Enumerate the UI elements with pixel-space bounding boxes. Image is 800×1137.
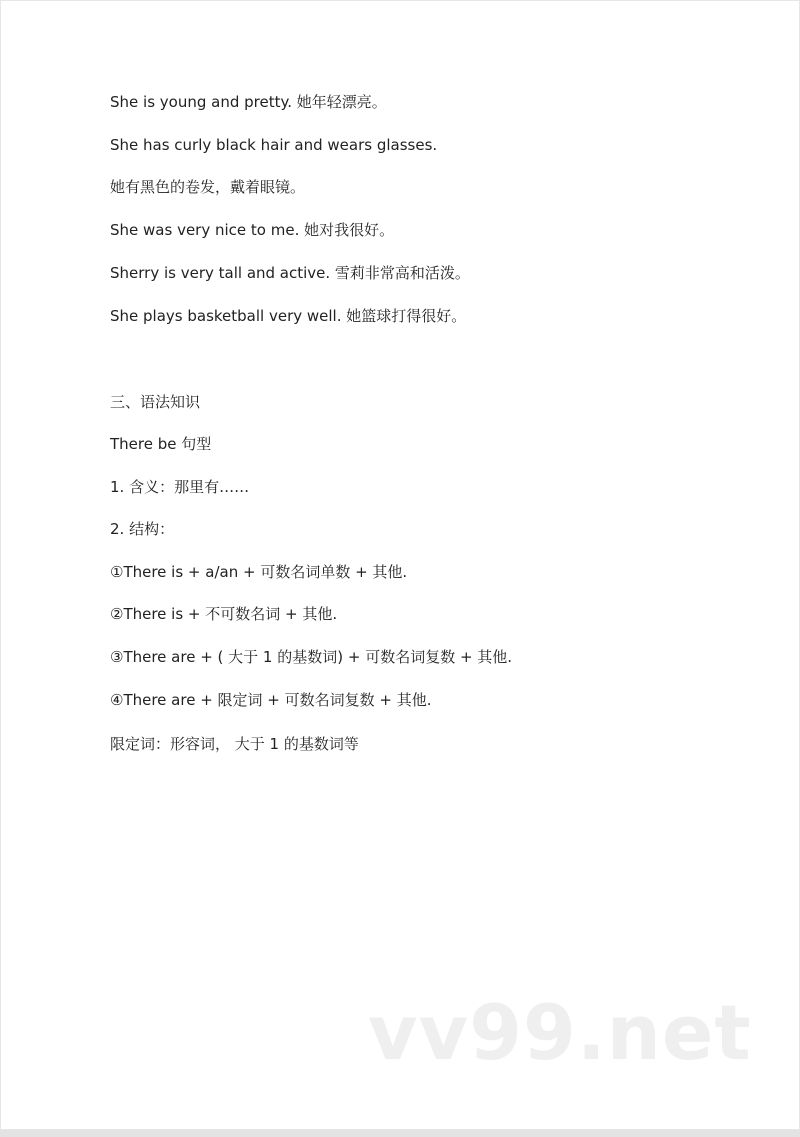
sentence-line: She plays basketball very well. 她篮球打得很好。: [110, 307, 467, 325]
grammar-pattern: ③There are + ( 大于 1 的基数词) + 可数名词复数 + 其他.: [110, 648, 513, 666]
grammar-structure-label: 2. 结构：: [110, 520, 175, 538]
grammar-meaning: 1. 含义：那里有……: [110, 478, 250, 496]
grammar-pattern: ①There is + a/an + 可数名词单数 + 其他.: [110, 563, 408, 581]
sentence-line: She is young and pretty. 她年轻漂亮。: [110, 93, 387, 111]
grammar-pattern: ④There are + 限定词 + 可数名词复数 + 其他.: [110, 691, 432, 709]
watermark: vv99.net: [368, 988, 752, 1077]
grammar-note: 限定词：形容词， 大于 1 的基数词等: [110, 735, 359, 753]
grammar-heading: 三、语法知识: [110, 393, 201, 411]
sentence-line: Sherry is very tall and active. 雪莉非常高和活泼。: [110, 264, 470, 282]
grammar-pattern: ②There is + 不可数名词 + 其他.: [110, 605, 338, 623]
sentence-line: She was very nice to me. 她对我很好。: [110, 221, 395, 239]
sentence-line: She has curly black hair and wears glasses.: [110, 136, 438, 154]
sentence-line: 她有黑色的卷发，戴着眼镜。: [110, 178, 306, 196]
grammar-topic: There be 句型: [110, 435, 212, 453]
page-bottom-edge: [0, 1130, 800, 1137]
